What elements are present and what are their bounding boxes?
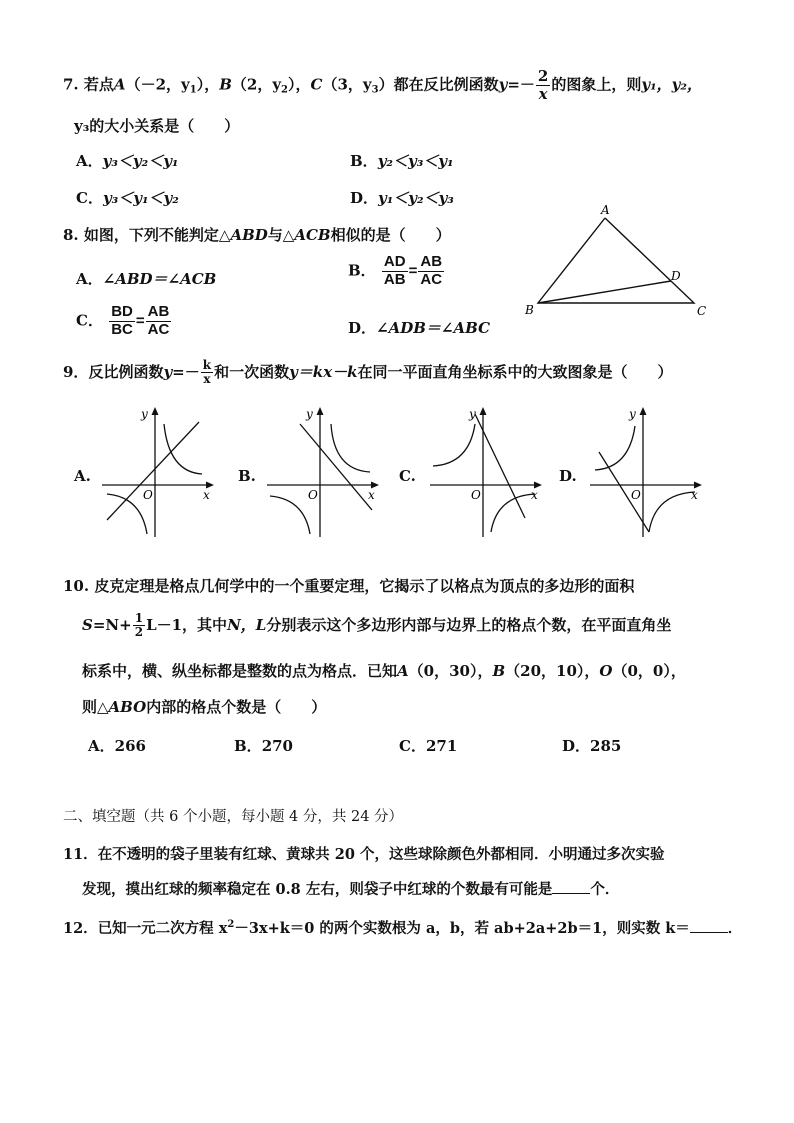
origin-label: O — [631, 488, 641, 502]
origin-label: O — [471, 488, 481, 502]
q8-option-a[interactable]: A．∠ABD＝∠ACB — [76, 270, 217, 288]
q8-number: 8. — [63, 226, 79, 244]
q7-option-d[interactable]: D．y₁＜y₂＜y₃ — [350, 189, 454, 207]
q9-graph-a — [97, 402, 222, 542]
linear-line — [599, 452, 649, 532]
q11-answer-blank[interactable] — [552, 881, 590, 894]
q10-option-a[interactable]: A．266 — [88, 737, 146, 755]
q9-option-a[interactable]: A. — [74, 467, 91, 485]
origin-label: O — [143, 488, 153, 502]
q8-option-d[interactable]: D．∠ADB＝∠ABC — [348, 319, 491, 337]
q7-option-b[interactable]: B．y₂＜y₃＜y₁ — [350, 152, 454, 170]
q9-graph-d — [585, 402, 710, 542]
q11-stem-line1: 11．在不透明的袋子里装有红球、黄球共 20 个，这些球除颜色外都相同．小明通过多次实验 — [63, 846, 665, 863]
q8-option-c[interactable]: C． $\frac{BD}{BC}$ = $\frac{AB}{AC}$ — [76, 303, 170, 338]
q8-option-b[interactable]: B． $\frac{AD}{AB}$ = $\frac{AB}{AC}$ — [348, 253, 443, 288]
y-axis-label: y — [306, 407, 313, 421]
q9-stem: 9．反比例函数y=－ $\frac{k}{x}$ 和一次函数y＝kx－k在同一平面直角坐标系中的大致图象是（ ） — [63, 358, 673, 387]
q11-stem-line2: 发现，摸出红球的频率稳定在 0.8 左右，则袋子中红球的个数最有可能是 个． — [82, 881, 620, 898]
q9-number: 9． — [63, 362, 89, 381]
x-axis-label: x — [368, 488, 375, 502]
hyperbola-branch-2 — [649, 492, 695, 532]
q10-stem-line2: S=N+ $\frac{1}{2}$ L－1，其中N，L分别表示这个多边形内部与边界上的格点个数，在平面直角坐 — [82, 611, 672, 640]
q12-number: 12． — [63, 920, 98, 937]
y-axis-arrow — [317, 407, 324, 415]
x-axis-label: x — [531, 488, 538, 502]
q12-stem: 12．已知一元二次方程 $x^2-3x+k=0$ 的两个实数根为 a，b，若 ab+2a+2b＝1，则实数 k＝ ． — [63, 919, 743, 937]
linear-line — [107, 422, 199, 520]
q7-stem-line2: y₃的大小关系是（ ） — [74, 117, 240, 135]
vertex-c-label: C — [697, 304, 707, 318]
vertex-a-label: A — [601, 203, 610, 217]
q12-answer-blank[interactable] — [690, 920, 728, 933]
x-axis-label: x — [691, 488, 698, 502]
y-axis-label: y — [469, 407, 476, 421]
q8-stem: 8. 如图，下列不能判定△ABD与△ACB相似的是（ ） — [63, 226, 451, 244]
q11-number: 11． — [63, 846, 98, 863]
vertex-d-label: D — [671, 269, 681, 283]
q8-triangle-figure — [518, 200, 718, 325]
q10-option-d[interactable]: D．285 — [562, 737, 622, 755]
q10-number: 10. — [63, 577, 90, 595]
hyperbola-branch-1 — [595, 426, 635, 470]
q7-fraction: $\frac{2}{x}$ — [537, 67, 549, 103]
hyperbola-branch-1 — [331, 424, 370, 472]
q9-graph-b — [262, 402, 387, 542]
section-2-heading: 二、填空题（共 6 个小题，每小题 4 分，共 24 分） — [63, 809, 404, 825]
q10-option-b[interactable]: B．270 — [234, 737, 293, 755]
q9-option-c[interactable]: C. — [399, 467, 416, 485]
q9-option-b[interactable]: B. — [238, 467, 256, 485]
q7-number: 7. — [63, 75, 79, 94]
y-axis-label: y — [141, 407, 148, 421]
y-axis-arrow — [152, 407, 159, 415]
origin-label: O — [308, 488, 318, 502]
q10-stem-line4: 则△ABO内部的格点个数是（ ） — [82, 698, 327, 716]
segment-bd — [538, 281, 671, 303]
q7-option-c[interactable]: C．y₃＜y₁＜y₂ — [76, 189, 179, 207]
hyperbola-branch-1 — [164, 424, 202, 474]
q9-graph-c — [425, 402, 550, 542]
x-axis-label: x — [203, 488, 210, 502]
hyperbola-branch-1 — [433, 424, 475, 466]
q10-stem-line3: 标系中，横、纵坐标都是整数的点为格点．已知A（0，30），B（20，10），O（0，0）， — [82, 662, 686, 680]
q10-stem-line1: 10. 皮克定理是格点几何学中的一个重要定理，它揭示了以格点为顶点的多边形的面积 — [63, 577, 635, 595]
hyperbola-branch-2 — [270, 496, 310, 534]
y-axis-arrow — [640, 407, 647, 415]
q7-stem: 7. 若点A（－2，$y_1$），B（2，$y_2$），C（3，$y_3$）都在反比例函数y=－ $\frac{2}{x}$ 的图象上，则y₁，y₂， — [63, 67, 702, 103]
y-axis-arrow — [480, 407, 487, 415]
y-axis-label: y — [629, 407, 636, 421]
q10-option-c[interactable]: C．271 — [399, 737, 458, 755]
q7-option-a[interactable]: A．y₃＜y₂＜y₁ — [76, 152, 179, 170]
q9-option-d[interactable]: D. — [559, 467, 577, 485]
vertex-b-label: B — [525, 303, 534, 317]
hyperbola-branch-2 — [491, 494, 535, 532]
